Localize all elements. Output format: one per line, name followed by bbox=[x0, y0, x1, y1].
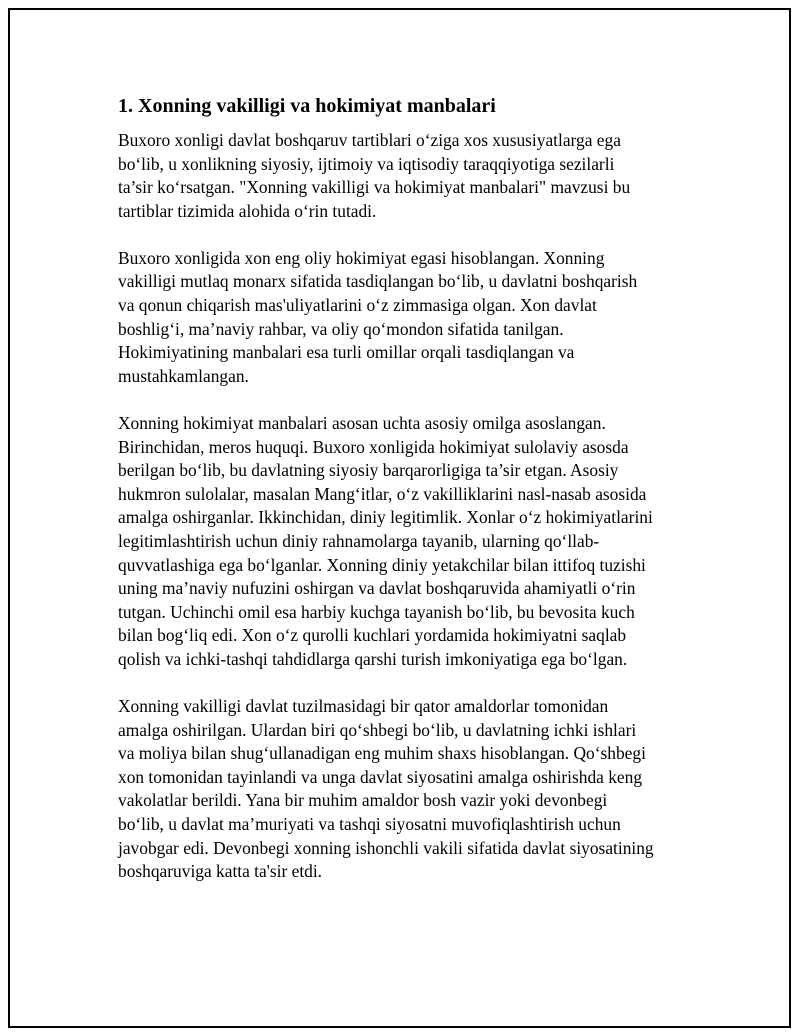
text-line: bo‘lib, u xonlikning siyosiy, ijtimoiy va iqtisodiy taraqqiyotiga sezilarli bbox=[118, 153, 615, 174]
paragraph-container bbox=[118, 129, 688, 884]
text-line: Buxoro xonligida xon eng oliy hokimiyat egasi hisoblangan. Xonning bbox=[118, 247, 605, 268]
text-line: qolish va ichki-tashqi tahdidlarga qarshi turish imkoniyatiga ega bo‘lgan. bbox=[118, 648, 628, 669]
text-line: uning ma’naviy nufuzini oshirgan va davlat boshqaruvida ahamiyatli o‘rin bbox=[118, 578, 636, 599]
text-line: boshqaruviga katta ta'sir etdi. bbox=[118, 861, 323, 882]
section-heading: 1. Xonning vakilligi va hokimiyat manbalari bbox=[118, 95, 496, 117]
text-line: va moliya bilan shug‘ullanadigan eng muhim shaxs hisoblangan. Qo‘shbegi bbox=[118, 743, 646, 764]
text-line: va qonun chiqarish mas'uliyatlarini o‘z zimmasiga olgan. Xon davlat bbox=[118, 295, 597, 316]
paragraph-1 bbox=[118, 129, 688, 223]
text-line: tutgan. Uchinchi omil esa harbiy kuchga tayanish bo‘lib, bu bevosita kuch bbox=[118, 601, 635, 622]
text-line: boshlig‘i, ma’naviy rahbar, va oliy qo‘mondon sifatida tanilgan. bbox=[118, 318, 564, 339]
text-line: Hokimiyatining manbalari esa turli omillar orqali tasdiqlangan va bbox=[118, 342, 575, 363]
paragraph-4 bbox=[118, 695, 688, 884]
text-line: bo‘lib, u davlat ma’muriyati va tashqi siyosatni muvofiqlashtirish uchun bbox=[118, 813, 621, 834]
text-line: vakilligi mutlaq monarx sifatida tasdiqlangan bo‘lib, u davlatni boshqarish bbox=[118, 271, 638, 292]
text-line: xon tomonidan tayinlandi va unga davlat siyosatini amalga oshirishda keng bbox=[118, 766, 643, 787]
text-line: quvvatlashiga ega bo‘lganlar. Xonning diniy yetakchilar bilan ittifoq tuzishi bbox=[118, 554, 646, 575]
document-body bbox=[118, 93, 688, 907]
text-line: Birinchidan, meros huquqi. Buxoro xonligida hokimiyat sulolaviy asosda bbox=[118, 436, 629, 457]
text-line: amalga oshirilgan. Ulardan biri qo‘shbegi bo‘lib, u davlatning ichki ishlari bbox=[118, 719, 637, 740]
text-line: amalga oshirganlar. Ikkinchidan, diniy legitimlik. Xonlar o‘z hokimiyatlarini bbox=[118, 507, 653, 528]
text-line: Xonning hokimiyat manbalari asosan uchta asosiy omilga asoslangan. bbox=[118, 412, 606, 433]
text-line: Buxoro xonligi davlat boshqaruv tartiblari o‘ziga xos xususiyatlarga ega bbox=[118, 130, 621, 150]
text-line: berilgan bo‘lib, bu davlatning siyosiy barqarorligiga ta’sir etgan. Asosiy bbox=[118, 460, 619, 481]
text-line: mustahkamlangan. bbox=[118, 365, 249, 386]
text-line: javobgar edi. Devonbegi xonning ishonchli vakili sifatida davlat siyosatining bbox=[118, 837, 654, 858]
text-line: ta’sir ko‘rsatgan. "Xonning vakilligi va hokimiyat manbalari" mavzusi bu bbox=[118, 177, 631, 198]
paragraph-2 bbox=[118, 247, 688, 389]
paragraph-3 bbox=[118, 412, 688, 672]
text-line: tartiblar tizimida alohida o‘rin tutadi. bbox=[118, 200, 377, 221]
text-line: bilan bog‘liq edi. Xon o‘z qurolli kuchlari yordamida hokimiyatni saqlab bbox=[118, 625, 627, 646]
text-line: legitimlashtirish uchun diniy rahnamolarga tayanib, ularning qo‘llab- bbox=[118, 530, 600, 551]
text-line: Xonning vakilligi davlat tuzilmasidagi bir qator amaldorlar tomonidan bbox=[118, 695, 609, 716]
text-line: hukmron sulolalar, masalan Mang‘itlar, o‘z vakilliklarini nasl-nasab asosida bbox=[118, 483, 647, 504]
text-line: vakolatlar berildi. Yana bir muhim amaldor bosh vazir yoki devonbegi bbox=[118, 790, 608, 811]
